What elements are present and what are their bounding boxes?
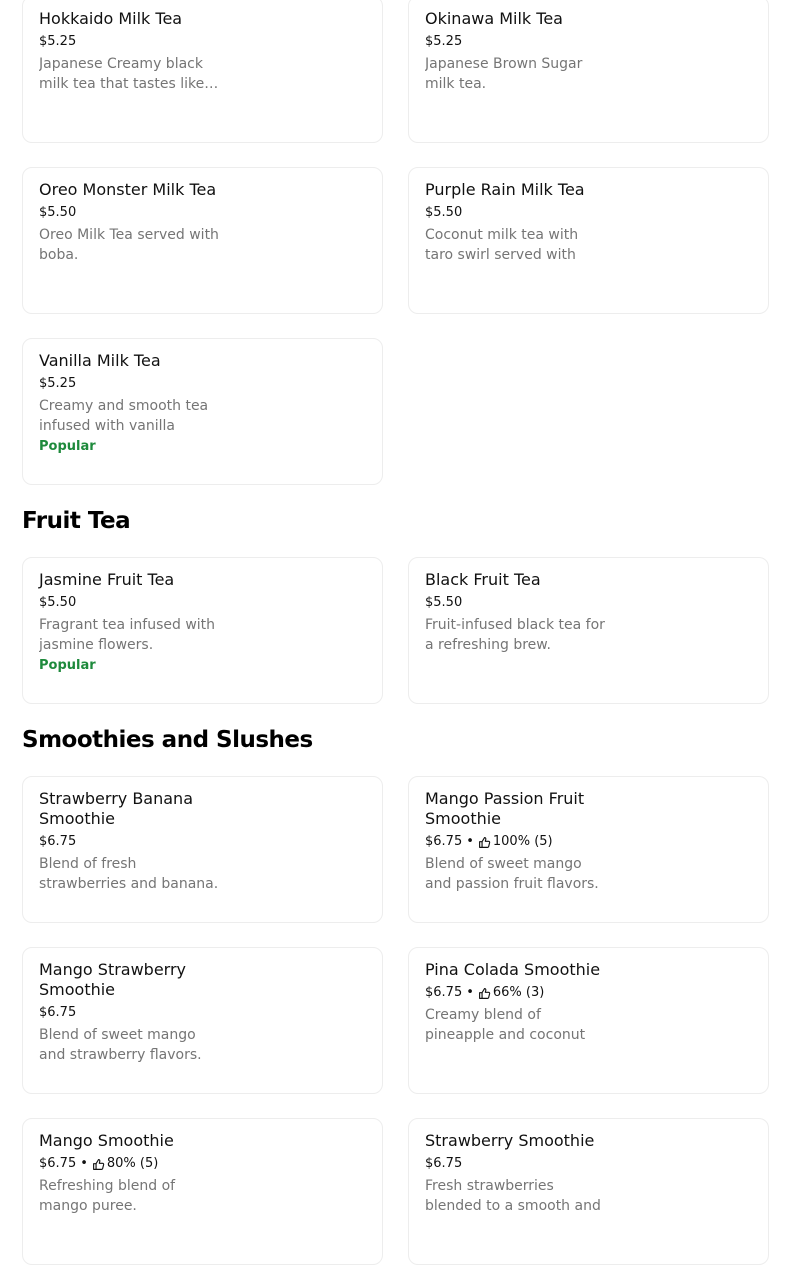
item-meta bbox=[425, 34, 752, 50]
item-meta bbox=[39, 205, 366, 221]
item-meta bbox=[39, 834, 366, 850]
menu-item-card-mango-strawberry-smoothie[interactable] bbox=[22, 947, 383, 1094]
item-price: $6.75 bbox=[39, 1005, 77, 1020]
item-price: $5.25 bbox=[39, 376, 77, 391]
thumbs-up-icon bbox=[478, 987, 491, 1000]
item-name: Jasmine Fruit Tea bbox=[39, 570, 175, 589]
item-meta bbox=[425, 834, 752, 850]
item-description: Blend of sweet mango and passion fruit flavors. bbox=[425, 856, 599, 892]
item-name: Mango Smoothie bbox=[39, 1131, 174, 1150]
item-meta bbox=[425, 985, 752, 1001]
item-name: Black Fruit Tea bbox=[425, 570, 541, 589]
item-meta bbox=[39, 595, 366, 611]
thumbs-up-icon bbox=[478, 836, 491, 849]
menu-item-card-purple-rain-milk-tea[interactable] bbox=[408, 167, 769, 314]
item-price: $5.50 bbox=[39, 205, 77, 220]
item-meta bbox=[39, 34, 366, 50]
separator-dot: • bbox=[80, 1156, 88, 1171]
item-name: Okinawa Milk Tea bbox=[425, 9, 563, 28]
menu-item-card-okinawa-milk-tea[interactable] bbox=[408, 0, 769, 143]
item-description: Fresh strawberries blended to a smooth and bbox=[425, 1178, 601, 1214]
item-description: Creamy and smooth tea infused with vanilla bbox=[39, 398, 209, 434]
menu-item-card-jasmine-fruit-tea[interactable] bbox=[22, 557, 383, 704]
item-price: $5.50 bbox=[39, 595, 77, 610]
item-price: $5.25 bbox=[425, 34, 463, 49]
item-name: Strawberry Banana Smoothie bbox=[39, 789, 193, 828]
menu-item-card-vanilla-milk-tea[interactable] bbox=[22, 338, 383, 485]
item-description: Blend of fresh strawberries and banana. bbox=[39, 856, 219, 892]
item-meta bbox=[39, 1156, 366, 1172]
item-name: Mango Passion Fruit Smoothie bbox=[425, 789, 585, 828]
item-meta bbox=[425, 205, 752, 221]
menu-item-card-pina-colada-smoothie[interactable] bbox=[408, 947, 769, 1094]
item-price: $5.50 bbox=[425, 595, 463, 610]
item-name: Vanilla Milk Tea bbox=[39, 351, 161, 370]
item-description: Creamy blend of pineapple and coconut bbox=[425, 1007, 586, 1043]
item-meta bbox=[425, 1156, 752, 1172]
menu-item-card-hokkaido-milk-tea[interactable] bbox=[22, 0, 383, 143]
item-name: Strawberry Smoothie bbox=[425, 1131, 595, 1150]
thumbs-up-icon bbox=[92, 1158, 105, 1171]
item-description: Japanese Creamy black milk tea that tastes like… bbox=[39, 56, 219, 92]
item-price: $6.75 bbox=[425, 985, 463, 1000]
menu-item-card-strawberry-smoothie[interactable] bbox=[408, 1118, 769, 1265]
menu-item-card-oreo-monster-milk-tea[interactable] bbox=[22, 167, 383, 314]
item-name: Pina Colada Smoothie bbox=[425, 960, 601, 979]
item-description: Blend of sweet mango and strawberry flavors. bbox=[39, 1027, 202, 1063]
item-meta bbox=[425, 595, 752, 611]
menu-item-card-mango-passion-fruit-smoothie[interactable] bbox=[408, 776, 769, 923]
item-rating: 100% (5) bbox=[492, 834, 553, 849]
item-description: Japanese Brown Sugar milk tea. bbox=[425, 56, 583, 92]
popular-badge: Popular bbox=[39, 658, 96, 673]
separator-dot: • bbox=[466, 834, 474, 849]
item-description: Coconut milk tea with taro swirl served with bbox=[425, 227, 579, 263]
item-meta bbox=[39, 1005, 366, 1021]
section-title-fruit-tea: Fruit Tea bbox=[22, 508, 131, 534]
item-description: Oreo Milk Tea served with boba. bbox=[39, 227, 219, 263]
menu-item-card-mango-smoothie[interactable] bbox=[22, 1118, 383, 1265]
item-price: $5.25 bbox=[39, 34, 77, 49]
item-rating: 80% (5) bbox=[106, 1156, 159, 1171]
item-meta bbox=[39, 376, 366, 392]
item-name: Oreo Monster Milk Tea bbox=[39, 180, 217, 199]
item-price: $6.75 bbox=[425, 1156, 463, 1171]
popular-badge: Popular bbox=[39, 439, 96, 454]
section-title-smoothies-and-slushes: Smoothies and Slushes bbox=[22, 727, 313, 753]
item-description: Fruit-infused black tea for a refreshing brew. bbox=[425, 617, 605, 653]
item-name: Mango Strawberry Smoothie bbox=[39, 960, 187, 999]
item-rating: 66% (3) bbox=[492, 985, 545, 1000]
item-description: Refreshing blend of mango puree. bbox=[39, 1178, 176, 1214]
separator-dot: • bbox=[466, 985, 474, 1000]
item-name: Hokkaido Milk Tea bbox=[39, 9, 183, 28]
menu-item-card-strawberry-banana-smoothie[interactable] bbox=[22, 776, 383, 923]
item-name: Purple Rain Milk Tea bbox=[425, 180, 585, 199]
item-price: $6.75 bbox=[39, 1156, 77, 1171]
item-price: $6.75 bbox=[425, 834, 463, 849]
item-price: $6.75 bbox=[39, 834, 77, 849]
menu-item-card-black-fruit-tea[interactable] bbox=[408, 557, 769, 704]
item-description: Fragrant tea infused with jasmine flowers. bbox=[39, 617, 216, 653]
item-price: $5.50 bbox=[425, 205, 463, 220]
